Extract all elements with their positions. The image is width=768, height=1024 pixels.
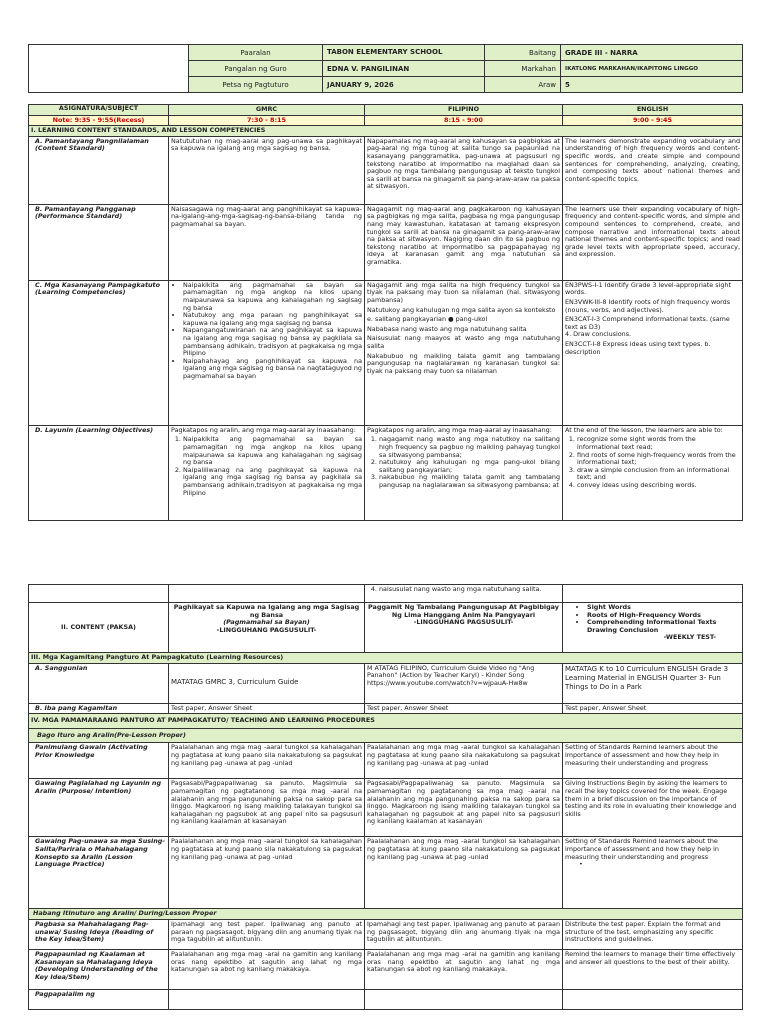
- row-d-eng-item: 1. recognize some sight words from the informational text read;: [577, 436, 740, 451]
- filipino-time: 8:15 - 9:00: [365, 115, 563, 126]
- panimulang-english: Setting of Standards Remind learners about the importance of assessment and how they help in measuring their understanding and progress: [563, 743, 743, 779]
- araw-label: Araw: [485, 77, 561, 93]
- pagunawa-filipino: Paalalahanan ang mga mag -aaral tungkol sa kahalagahan ng pagtatasa at kung paano sila nakakatulong sa pagsukat ng kanilang pag -unawa at pag -unlad: [365, 837, 563, 909]
- row-a-gmrc: Natututuhan ng mag-aaral ang pag-unawa sa paghikayat sa kapuwa na igalang ang mga sagisag ng bansa.: [169, 136, 365, 204]
- content-english: [563, 603, 743, 653]
- petsa-value: JANUARY 9, 2026: [323, 77, 485, 93]
- pagpapaunlad-label: Pagpapaunlad ng Kaalaman at Kasanayan sa Mahalagang Ideya (Developing Understanding of the Key Idea/Stem): [29, 949, 169, 989]
- row-c-filipino: [365, 280, 563, 425]
- english-time: 9:00 - 9:45: [563, 115, 743, 126]
- pagpapaunlad-english: Remind the learners to manage their time effectively and answer all questions to the best of their ability.: [563, 949, 743, 989]
- row-c-eng-p5: EN3CCT-I-8 Express ideas using text types. b. description: [565, 339, 711, 356]
- row-c-gmrc-item: • Naipahahayag ang panghihikayat sa kapuwa na igalang ang mga sagisag ng bansa na nagtataguyod ng pagmamahal sa bayan: [183, 358, 362, 381]
- row-d-gmrc-item: 1. Naipakikita ang pagmamahal sa bayan sa pamamagitan ng mga angkop na kilos upang maipaunawa sa kapuwa ang kahalagahan ng sagisag ng bansa: [183, 436, 362, 466]
- before-lesson-heading: Bago Ituro ang Aralin(Pre-Lesson Proper): [29, 728, 743, 743]
- row-a-label: A. Pamantayang Pangnilalaman (Content Standard): [29, 136, 169, 204]
- sanggunian-filipino: M ATATAG FILIPINO, Curriculum Guide Video ng "Ang Panahon" (Action by Teacher Karyl) - Kinder Song https://www.youtube.com/watch?v=wjpauA-Hw8w: [365, 663, 563, 703]
- page-2: [0, 580, 768, 1024]
- col-subject: ASIGNATURA/SUBJECT: [29, 105, 169, 116]
- content-gmrc-title: Paghikayat sa Kapuwa na Igalang ang mga Sagisag ng Bansa: [173, 603, 360, 619]
- pagunawa-eng-text: Setting of Standards Remind learners about the importance of assessment and how they help in measuring their understanding and progress: [565, 837, 719, 861]
- pagunawa-english: [563, 837, 743, 909]
- markahan-value: IKATLONG MARKAHAN/IKAPITONG LINGGO: [561, 61, 743, 77]
- pagunawa-eng-bullet: •: [579, 860, 583, 869]
- row-d-fil-item: 1. nagagamit nang wasto ang mga natutkoy na salitang high frequency sa pagbuo ng maikling pahayag tungkol sa sitwasyong pambansa;: [379, 436, 560, 459]
- row-d-filipino: [365, 425, 563, 520]
- section-4-heading: IV. MGA PAMAMARAANG PANTURO AT PAMPAGKATUTO/ TEACHING AND LEARNING PROCEDURES: [29, 714, 743, 729]
- content-label: II. CONTENT (PAKSA): [29, 603, 169, 653]
- row-a-filipino: Napapamalas ng mag-aaral ang kahusayan sa pagbigkas at pag-aaral ng mga tunog at salita tungo sa papaunlad na kasanayang panggramatika, pag-unawa at pagsusuri ng tekstong naratibo at impormatibo na maglahad daan sa pagbuo ng mga tambalang pangungusap at teksto tungkol sa sarili at bansa na ginagamit sa pang-araw-araw na paksa at sitwasyon.: [365, 136, 563, 204]
- pagpapaunlad-filipino: Paalalahanan ang mga mag -aral na gamitin ang kanilang oras nang epektibo at sagutin ang lahat ng mga katanungan sa abot ng kanilang makakaya.: [365, 949, 563, 989]
- row-c-gmrc-item: • Napangangatuwiranan na ang paghikayat sa kapuwa na igalang ang mga sagisag ng bansa ay pagkilala sa pambansang adhikain, tradisyon at pagkakaisa ng mga Pilipino: [183, 327, 362, 357]
- row-d-eng-item: 4. convey ideas using describing words.: [577, 482, 740, 490]
- row-c-eng-p4: 4. Draw conclusions.: [565, 330, 632, 339]
- panimulang-label: Panimulang Gawain (Activating Prior Knowledge: [29, 743, 169, 779]
- iba-label: B. Iba pang Kagamitan: [29, 703, 169, 714]
- pagunawa-gmrc: Paalalahanan ang mga mag -aaral tungkol sa kahalagahan ng pagtatasa at kung paano sila nakakatulong sa pagsukat ng kanilang pag -unawa at pag -unlad: [169, 837, 365, 909]
- row-c-english: [563, 280, 743, 425]
- lesson-table-1: [28, 104, 743, 521]
- sanggunian-english: MATATAG K to 10 Curriculum ENGLISH Grade 3 Learning Material in ENGLISH Quarter 3- Fun Things to Do in a Park: [563, 663, 743, 703]
- row-c-fil-p2: Natutukoy ang kahulugan ng mga salita ayon sa konteksto: [367, 305, 556, 314]
- col-gmrc: GMRC: [169, 105, 365, 116]
- row-c-eng-p3: EN3CAT-I-3 Comprehend informational texts. (same text as D3): [565, 315, 730, 331]
- row-d-fil-item: 2. natutukoy ang kahulugan ng mga pang-ukol bilang salitang pangkayarian;: [379, 459, 560, 474]
- col-english: ENGLISH: [563, 105, 743, 116]
- paglalahad-label: Gawaing Paglalahad ng Layunin ng Aralin (Purpose/ Intention): [29, 779, 169, 837]
- col-filipino: FILIPINO: [365, 105, 563, 116]
- iba-gmrc: Test paper, Answer Sheet: [169, 703, 365, 714]
- pagpapaunlad-gmrc: Paalalahanan ang mga mag -aral na gamitin ang kanilang oras nang epektibo at sagutin ang lahat ng mga katanungan sa abot ng kanilang makakaya.: [169, 949, 365, 989]
- row-c-fil-p5: Naisusulat nang maayos at wasto ang mga natutuhang salita: [367, 334, 560, 350]
- content-gmrc-test: -LINGGUHANG PAGSUSULIT-: [216, 625, 317, 634]
- guro-value: EDNA V. PANGILINAN: [323, 61, 485, 77]
- markahan-label: Markahan: [485, 61, 561, 77]
- row-b-filipino: Nagagamit ng mag-aaral ang pagkakaroon ng kahusayan sa pagbigkas ng mga salita, pagbasa ng mga pangungusap nang may kawastuhan, katatasan at tamang ekspresyon tungkol sa sarili at bansa na ginagamit sa pang-araw-araw na paksa at sitwasyon. Nagiging daan din ito sa pagbuo ng tekstong naratibo at impormatibo sa pagpapahayag ng ideya at karanasan gamit ang mga natutuhan sa gramatika.: [365, 204, 563, 280]
- lesson-table-2: [28, 584, 743, 1010]
- header-table: [28, 44, 743, 93]
- baitang-label: Baitang: [485, 45, 561, 61]
- content-fil-test: -LINGGUHANG PAGSUSULIT-: [413, 618, 514, 627]
- row-d-fil-item: 3. nakabubuo ng maikling talata gamit ang tambalang pangusap na naglalarawan sa sitwasyong pambansa; at: [379, 474, 560, 489]
- paaralan-value: TABON ELEMENTARY SCHOOL: [323, 45, 485, 61]
- baitang-value: GRADE III - NARRA: [561, 45, 743, 61]
- row-d-label: D. Layunin (Learning Objectives): [29, 425, 169, 520]
- content-eng-test: -WEEKLY TEST-: [663, 633, 716, 642]
- sanggunian-gmrc: MATATAG GMRC 3, Curriculum Guide: [169, 663, 365, 703]
- row-b-gmrc: Naisasagawa ng mag-aaral ang panghihikayat sa kapuwa-na-igalang-ang-mga-sagisag-ng-bansa-bilang tanda ng pagmamahal sa bayan.: [169, 204, 365, 280]
- row-c-gmrc-item: • Naipakikita ang pagmamahal sa bayan sa pamamagitan ng mga angkop na kilos upang maipaunawa sa kapuwa ang kahalagahan ng sagisag ng bansa: [183, 282, 362, 312]
- pagbasa-filipino: Ipamahagi ang test paper. Ipaliwanag ang panuto at paraan ng pagsasagot, bigyang diin ang anumang tiyak na mga tagubilin at alituntunin.: [365, 919, 563, 949]
- row-d-eng-item: 2. find roots of some high-frequency words from the informational text;: [577, 452, 740, 467]
- row-c-fil-p4: Nababasa nang wasto ang mga natutuhang salita: [367, 324, 527, 333]
- content-filipino: [365, 603, 563, 653]
- row-d-eng-intro: At the end of the lesson, the learners are able to:: [565, 425, 723, 434]
- row-c-label: C. Mga Kasanayang Pampagkatuto (Learning Competencies): [29, 280, 169, 425]
- petsa-label: Petsa ng Pagtuturo: [189, 77, 323, 93]
- content-gmrc-sub: (Pagmamahal sa Bayan): [223, 618, 310, 627]
- during-lesson-heading: Habang Itinuturo ang Aralin/ During/Lesson Proper: [29, 909, 743, 920]
- row-a-english: The learners demonstrate expanding vocabulary and understanding of high frequency words and content-specific words, and create simple and compound sentences for comprehending, analyzing, creating, and composing texts about national themes and content-specific topics.: [563, 136, 743, 204]
- panimulang-filipino: Paalalahanan ang mga mag -aaral tungkol sa kahalagahan ng pagtatasa at kung paano sila nakakatulong sa pagsukat ng kanilang pag -unawa at pag -unlad: [365, 743, 563, 779]
- row-d-fil-item-4: 4. naisusulat nang wasto ang mga natutuhang salita.: [379, 586, 560, 594]
- section-1-heading: I. LEARNING CONTENT STANDARDS, AND LESSON COMPETENCIES: [29, 126, 743, 137]
- paglalahad-english: Giving Instructions Begin by asking the learners to recall the key topics covered for the week. Engage them in a brief discussion on the importance of testing and its role in evaluating their knowledge and skills: [563, 779, 743, 837]
- pagbasa-label: Pagbasa sa Mahahalagang Pag-unawa/ Susing Ideya (Reading of the Key Idea/Stem): [29, 919, 169, 949]
- content-eng-item: • Sight Words: [587, 604, 740, 612]
- row-c-fil-p6: Nakabubuo ng maikling talata gamit ang tambalang pangungusap na naglalarawan ng karanasan tungkol sa: tiyak na paksang may tuon sa nilalaman: [367, 351, 560, 375]
- pagunawa-label: Gawaing Pag-unawa sa mga Susing-Salita/Parirala o Mahahalagang Konsepto sa Aralin (Lesson Language Practice): [29, 837, 169, 909]
- sanggunian-label: A. Sanggunian: [29, 663, 169, 703]
- row-b-label: B. Pamantayang Pangganap (Performance Standard): [29, 204, 169, 280]
- content-eng-item: • Comprehending Informational Texts Drawing Conclusion: [587, 619, 740, 634]
- iba-english: Test paper, Answer Sheet: [563, 703, 743, 714]
- recess-note: Note: 9:35 - 9:55(Recess): [29, 115, 169, 126]
- row-d-eng-item: 3. draw a simple conclusion from an informational text; and: [577, 467, 740, 482]
- paglalahad-gmrc: Pagsasabi/Pagpapaliwanag sa panuto. Magsimula sa pamamagitan ng pagtatanong sa mga mag -aaral na alalahanin ang mga pangunahing paksa na sakop para sa linggo. Magkaroon ng isang maikling talakayan tungkol sa kahalagahan ng pagsubok at ang papel nito sa pagsusuri ng kanilang kaalaman at kasanayan: [169, 779, 365, 837]
- row-c-fil-p1: Nagagamit ang mga salita na high frequency tungkol sa tiyak na paksang may tuon sa nilalaman (hal. sitwasyong pambansa): [367, 280, 560, 304]
- araw-value: 5: [561, 77, 743, 93]
- row-c-fil-p3: e. salitang pangkayarian ● pang-ukol: [367, 315, 488, 324]
- gmrc-time: 7:30 - 8:15: [169, 115, 365, 126]
- panimulang-gmrc: Paalalahanan ang mga mag -aaral tungkol sa kahalagahan ng pagtatasa at kung paano sila nakakatulong sa pagsukat ng kanilang pag -unawa at pag -unlad: [169, 743, 365, 779]
- pagbasa-gmrc: Ipamahagi ang test paper. Ipaliwanag ang panuto at paraan ng pagsasagot, bigyang diin ang anumang tiyak na mga tagubilin at alituntunin.: [169, 919, 365, 949]
- content-gmrc: [169, 603, 365, 653]
- row-c-gmrc-item: • Natutukoy ang mga paraan ng panghihikayat sa kapuwa na igalang ang mga sagisag ng bansa: [183, 312, 362, 327]
- paglalahad-filipino: Pagsasabi/Pagpapaliwanag sa panuto. Magsimula sa pamamagitan ng pagtatanong sa mga mag -aaral na alalahanin ang mga pangunahing paksa na sakop para sa linggo. Magkaroon ng isang maikling talakayan tungkol sa kahalagahan ng pagsubok at ang papel nito sa pagsusuri ng kanilang kaalaman at kasanayan: [365, 779, 563, 837]
- row-d-english: [563, 425, 743, 520]
- row-d-gmrc: [169, 425, 365, 520]
- row-d-fil-intro: Pagkatapos ng aralin, ang mga mag-aaral ay inaasahang:: [367, 425, 552, 434]
- paaralan-label: Paaralan: [189, 45, 323, 61]
- row-d-gmrc-intro: Pagkatapos ng aralin, ang mga mag-aaral ay inaasahang:: [171, 425, 356, 434]
- content-fil-title: Paggamit Ng Tambalang Pangungusap At Pagbibigay Ng Lima Hanggang Anim Na Pangyayari: [368, 603, 559, 619]
- row-d-gmrc-item: 2. Naipaliliwanag na ang paghikayat sa kapuwa na igalang ang mga sagisag ng bansa ay pagkilala sa pambansang adhikain,tradisyon at pagkakaisa ng mga Pilipino: [183, 467, 362, 497]
- row-c-gmrc: [169, 280, 365, 425]
- row-b-english: The learners use their expanding vocabulary of high-frequency and content-specific words, and simple and compound sentences to comprehend, create, and compose narrative and informational texts about national themes and content-specific topics; and read grade level texts with appropriate speed, accuracy, and expression.: [563, 204, 743, 280]
- row-c-eng-p2: EN3VWK-III-8 Identify roots of high frequency words (nouns, verbs, and adjectives).: [565, 297, 731, 314]
- guro-label: Pangalan ng Guro: [189, 61, 323, 77]
- pagbasa-english: Distribute the test paper. Explain the format and structure of the test, emphasizing any specific instructions and guidelines.: [563, 919, 743, 949]
- section-3-heading: III. Mga Kagamitang Pangturo At Pampagkatuto (Learning Resources): [29, 653, 743, 664]
- iba-filipino: Test paper, Answer Sheet: [365, 703, 563, 714]
- content-eng-item: • Roots of High-Frequency Words: [587, 612, 740, 620]
- row-c-eng-p1: EN3PWS-I-1 Identify Grade 3 level-appropriate sight words.: [565, 280, 731, 297]
- pagpapalalim-label: Pagpapalalim ng: [29, 989, 169, 1009]
